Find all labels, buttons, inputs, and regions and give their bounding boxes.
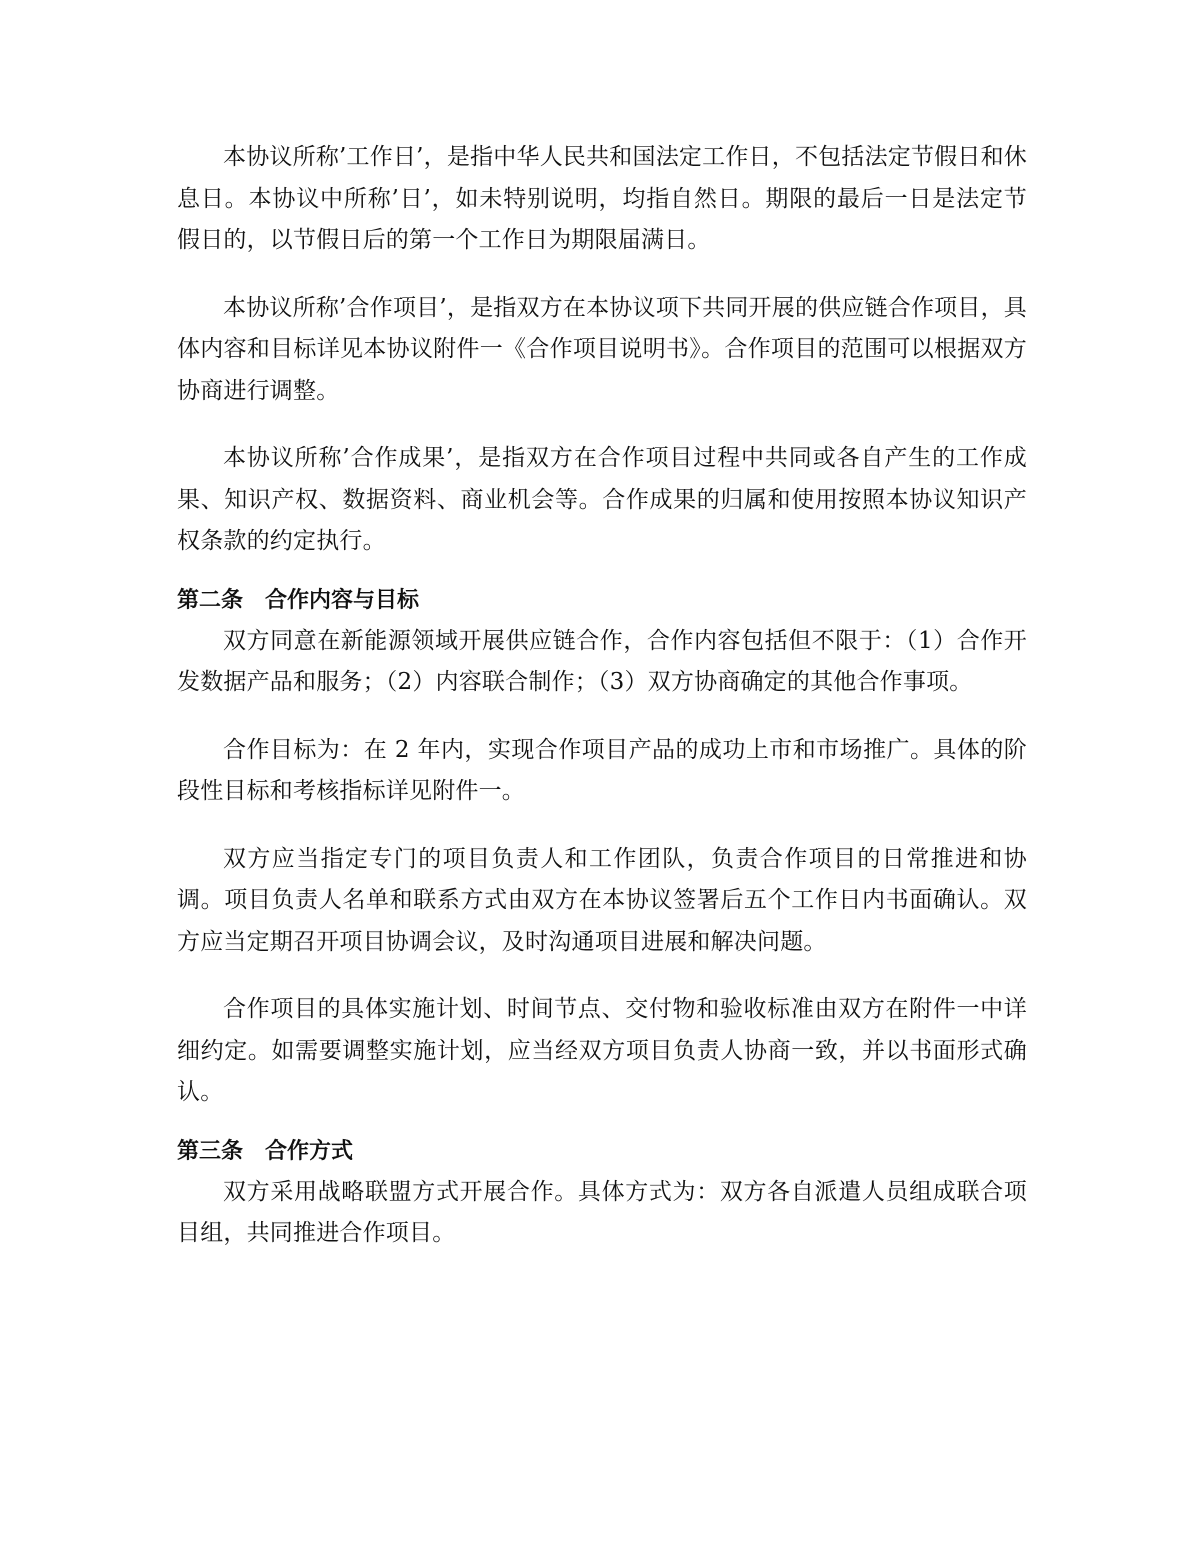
paragraph-article3-method: 双方采用战略联盟方式开展合作。具体方式为：双方各自派遣人员组成联合项目组，共同推进合作项目。 — [177, 1178, 1027, 1246]
paragraph-article2-team: 双方应当指定专门的项目负责人和工作团队，负责合作项目的日常推进和协调。项目负责人名单和联系方式由双方在本协议签署后五个工作日内书面确认。双方应当定期召开项目协调会议，及时沟通项目进展和解决问题。 — [177, 845, 1027, 955]
paragraph-article2-goal: 合作目标为：在 2 年内，实现合作项目产品的成功上市和市场推广。具体的阶段性目标和考核指标详见附件一。 — [177, 736, 1027, 804]
paragraph-article2-plan: 合作项目的具体实施计划、时间节点、交付物和验收标准由双方在附件一中详细约定。如需要调整实施计划，应当经双方项目负责人协商一致，并以书面形式确认。 — [177, 996, 1027, 1105]
paragraph-workday-definition: 本协议所称’工作日’，是指中华人民共和国法定工作日，不包括法定节假日和休息日。本协议中所称’日’，如未特别说明，均指自然日。期限的最后一日是法定节假日的，以节假日后的第一个工作日为期限届满日。 — [177, 144, 1027, 253]
article-3-heading: 第三条 合作方式 — [177, 1138, 354, 1164]
document-body — [177, 137, 1027, 1281]
article-2-heading: 第二条 合作内容与目标 — [177, 587, 420, 613]
paragraph-project-definition: 本协议所称’合作项目’，是指双方在本协议项下共同开展的供应链合作项目，具体内容和目标详见本协议附件一《合作项目说明书》。合作项目的范围可以根据双方协商进行调整。 — [177, 294, 1027, 404]
paragraph-article2-content: 双方同意在新能源领域开展供应链合作，合作内容包括但不限于：（1）合作开发数据产品和服务；（2）内容联合制作；（3）双方协商确定的其他合作事项。 — [177, 627, 1027, 695]
paragraph-results-definition: 本协议所称’合作成果’，是指双方在合作项目过程中共同或各自产生的工作成果、知识产权、数据资料、商业机会等。合作成果的归属和使用按照本协议知识产权条款的约定执行。 — [177, 445, 1027, 554]
